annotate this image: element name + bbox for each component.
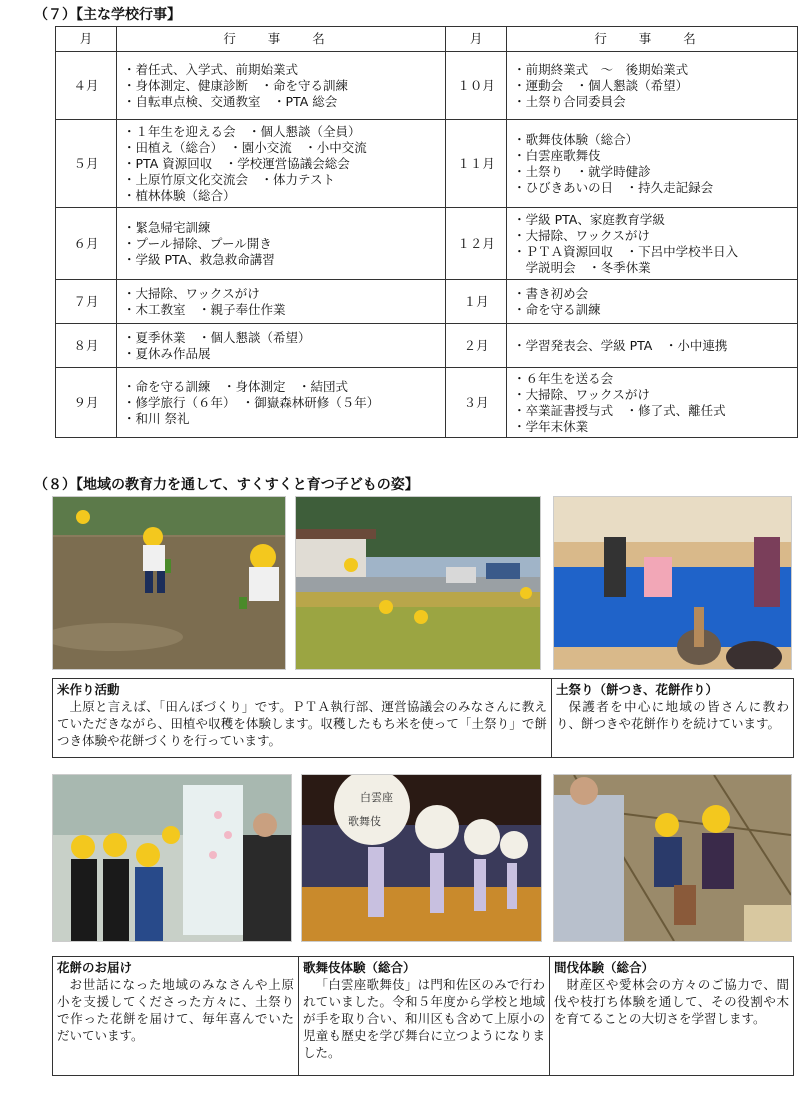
- month-cell: １月: [446, 280, 507, 324]
- caption-hanamochi-title: 花餅のお届け: [57, 960, 133, 975]
- kabuki-illustration: [302, 775, 541, 941]
- event-item: ・学習発表会、学級 PTA ・小中連携: [513, 337, 728, 353]
- caption-kanbatsu: [549, 956, 794, 1076]
- event-item: ・土祭り合同委員会: [513, 93, 626, 109]
- event-item: ・上原竹原文化交流会 ・体力テスト: [123, 171, 336, 187]
- caption-hanamochi-body: お世話になった地域のみなさんや上原小を支援してくださった方々に、土祭りで作った花餅を届けて、毎年喜んでいただいています。: [57, 977, 294, 1043]
- month-cell: ３月: [446, 368, 507, 438]
- event-item: ・歌舞伎体験（総合）: [513, 131, 639, 147]
- event-item: ・運動会 ・個人懇談（希望）: [513, 77, 689, 93]
- events-cell: [507, 280, 798, 324]
- caption-tsuchi-body: 保護者を中心に地域の皆さんに教わり、餅つきや花餅作りを続けています。: [556, 699, 789, 731]
- event-item: 学説明会 ・冬季休業: [513, 259, 651, 275]
- section-8-heading: （８）【地域の教育力を通して、すくすくと育つ子どもの姿】: [34, 477, 419, 493]
- events-cell: [117, 324, 446, 368]
- event-item: ・大掃除、ワックスがけ: [513, 386, 650, 402]
- events-cell: [507, 208, 798, 280]
- event-item: ・ひびきあいの日 ・持久走記録会: [513, 179, 714, 195]
- caption-kabuki: [298, 956, 550, 1076]
- event-row: [56, 120, 798, 208]
- rice-planting-illustration: [53, 497, 285, 669]
- month-cell: １０月: [446, 52, 507, 120]
- photo-kabuki-stage: [301, 774, 542, 942]
- table-header-row: [56, 27, 798, 52]
- event-item: ・田植え（総合） ・園小交流 ・小中交流: [123, 139, 367, 155]
- rice-harvest-illustration: [296, 497, 540, 669]
- photo-hanamochi-delivery: [52, 774, 292, 942]
- hanamochi-illustration: [53, 775, 291, 941]
- month-cell: ６月: [56, 208, 117, 280]
- caption-kabuki-body: 「白雲座歌舞伎」は門和佐区のみで行われていました。令和５年度から学校と地域が手を取り合い、和川区も含めて上原小の児童も歴史を学び舞台に立つようになりました。: [303, 977, 545, 1060]
- month-cell: ９月: [56, 368, 117, 438]
- event-item: ・PTA 資源回収 ・学校運営協議会総会: [123, 155, 350, 171]
- caption-kanbatsu-body: 財産区や愛林会の方々のご協力で、間伐や枝打ち体験を通して、その役割や木を育てることの大切さを学習します。: [554, 977, 789, 1026]
- event-row: [56, 52, 798, 120]
- event-item: ・和川 祭礼: [123, 410, 190, 426]
- event-item: ・木工教室 ・親子奉仕作業: [123, 301, 286, 317]
- event-row: [56, 208, 798, 280]
- event-item: ・修学旅行（６年） ・御嶽森林研修（５年）: [123, 394, 380, 410]
- event-item: ・プール掃除、プール開き: [123, 235, 272, 251]
- event-item: ・命を守る訓練: [513, 301, 601, 317]
- event-item: ・学級 PTA、救急救命講習: [123, 251, 275, 267]
- umbrella-text-1: 白雲座: [360, 791, 393, 804]
- events-cell: [117, 52, 446, 120]
- thinning-illustration: [554, 775, 791, 941]
- caption-tsuchi-title: 土祭り（餅つき、花餅作り）: [556, 682, 719, 697]
- photo-mochi-pounding: [553, 496, 792, 670]
- header-month-2: 月: [446, 27, 507, 52]
- event-item: ・土祭り ・就学時健診: [513, 163, 651, 179]
- mochi-pounding-illustration: [554, 497, 791, 669]
- section-7-heading: （７）【主な学校行事】: [34, 7, 181, 23]
- event-item: ・６年生を送る会: [513, 370, 614, 386]
- events-cell: [117, 280, 446, 324]
- umbrella-text-2: 歌舞伎: [348, 815, 381, 828]
- events-cell: [507, 120, 798, 208]
- photo-rice-harvest: [295, 496, 541, 670]
- event-item: ・命を守る訓練 ・身体測定 ・結団式: [123, 378, 349, 394]
- events-cell: [117, 368, 446, 438]
- event-item: ・大掃除、ワックスがけ: [513, 227, 650, 243]
- event-item: ・着任式、入学式、前期始業式: [123, 61, 299, 77]
- event-item: ・書き初め会: [513, 285, 589, 301]
- month-cell: ２月: [446, 324, 507, 368]
- event-item: ・１年生を迎える会 ・個人懇談（全員）: [123, 123, 361, 139]
- school-events-table: [55, 26, 798, 438]
- month-cell: １１月: [446, 120, 507, 208]
- event-row: [56, 368, 798, 438]
- header-events-2: 行 事 名: [507, 27, 798, 52]
- event-item: ・夏休み作品展: [123, 345, 211, 361]
- caption-tsuchi-matsuri: [551, 678, 794, 758]
- event-item: ・夏季休業 ・個人懇談（希望）: [123, 329, 311, 345]
- event-item: ・ＰＴＡ資源回収 ・下呂中学校半日入: [513, 243, 739, 259]
- photo-thinning-experience: [553, 774, 792, 942]
- event-item: ・学年末休業: [513, 418, 589, 434]
- event-item: ・自転車点検、交通教室 ・PTA 総会: [123, 93, 338, 109]
- events-cell: [507, 368, 798, 438]
- month-cell: ７月: [56, 280, 117, 324]
- photo-rice-planting: [52, 496, 286, 670]
- events-cell: [507, 52, 798, 120]
- event-item: ・卒業証書授与式 ・修了式、離任式: [513, 402, 726, 418]
- month-cell: １２月: [446, 208, 507, 280]
- event-item: ・学級 PTA、家庭教育学級: [513, 211, 665, 227]
- event-item: ・緊急帰宅訓練: [123, 219, 211, 235]
- month-cell: ８月: [56, 324, 117, 368]
- month-cell: ５月: [56, 120, 117, 208]
- event-row: [56, 324, 798, 368]
- event-item: ・白雲座歌舞伎: [513, 147, 601, 163]
- caption-rice-title: 米作り活動: [57, 682, 120, 697]
- month-cell: ４月: [56, 52, 117, 120]
- caption-rice-body: 上原と言えば、「田んぼづくり」です。ＰＴＡ執行部、運営協議会のみなさんに教えていただきながら、田植や収穫を体験します。収穫したもち米を使って「土祭り」で餅つき体験や花餅づくりを行っています。: [57, 699, 547, 748]
- caption-kanbatsu-title: 間伐体験（総合）: [554, 960, 655, 975]
- event-item: ・植林体験（総合）: [123, 187, 236, 203]
- header-month-1: 月: [56, 27, 117, 52]
- event-item: ・大掃除、ワックスがけ: [123, 285, 260, 301]
- event-row: [56, 280, 798, 324]
- header-events-1: 行 事 名: [117, 27, 446, 52]
- caption-hanamochi: [52, 956, 299, 1076]
- events-cell: [117, 208, 446, 280]
- event-item: ・身体測定、健康診断 ・命を守る訓練: [123, 77, 349, 93]
- caption-rice-activity: [52, 678, 552, 758]
- event-item: ・前期終業式 ～ 後期始業式: [513, 61, 689, 77]
- events-cell: [117, 120, 446, 208]
- events-cell: [507, 324, 798, 368]
- caption-kabuki-title: 歌舞伎体験（総合）: [303, 960, 416, 975]
